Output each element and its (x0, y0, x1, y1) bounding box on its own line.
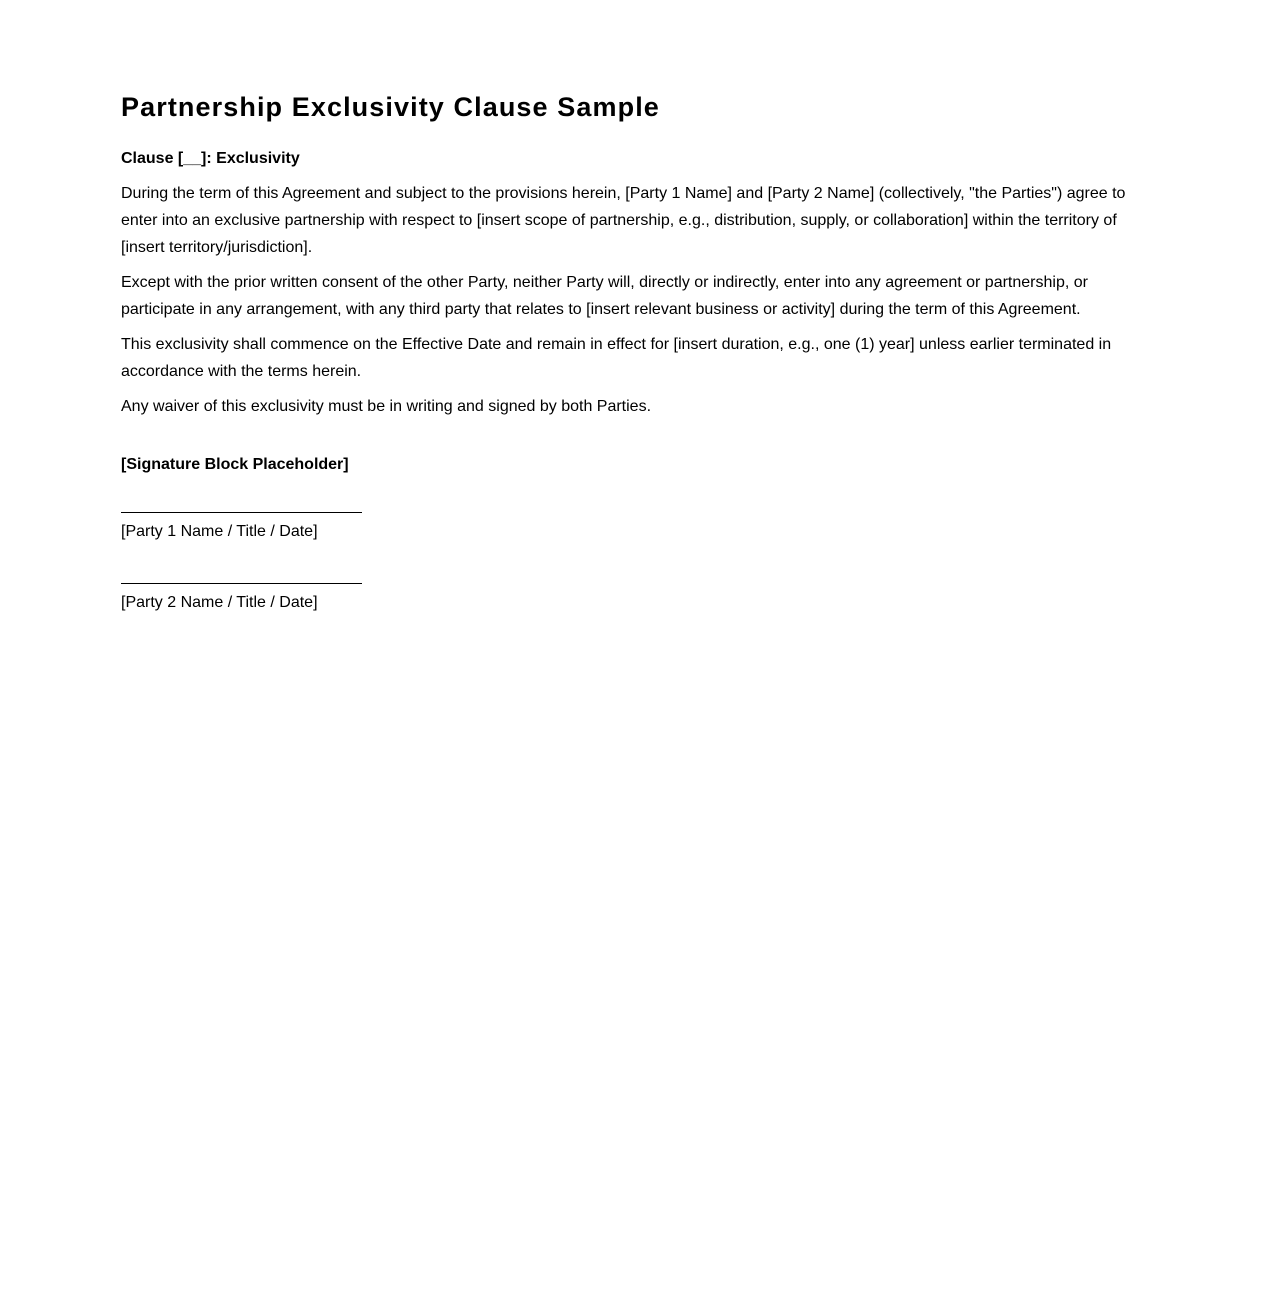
document-title: Partnership Exclusivity Clause Sample (121, 92, 660, 122)
document (121, 88, 1131, 614)
signature-line (121, 512, 362, 513)
signature-block-party-2 (121, 583, 1131, 614)
paragraph-restriction: Except with the prior written consent of the other Party, neither Party will, directly or indirectly, enter into any agreement or partnership, or participate in any arrangement, with any third party that relates to [insert relevant business or activity] during the term of this Agreement. (121, 274, 1088, 318)
paragraph-scope: During the term of this Agreement and subject to the provisions herein, [Party 1 Name] and [Party 2 Name] (collectively, "the Parties") agree to enter into an exclusive partnership with respect to [insert scope of partnership, e.g., distribution, supply, or collaboration] within the territory of [insert territory/jurisdiction]. (121, 185, 1126, 256)
paragraph-duration: This exclusivity shall commence on the Effective Date and remain in effect for [insert duration, e.g., one (1) year] unless earlier terminated in accordance with the terms herein. (121, 336, 1112, 380)
signature-line (121, 583, 362, 584)
paragraph-waiver: Any waiver of this exclusivity must be in writing and signed by both Parties. (121, 398, 652, 415)
signature-label: [Party 2 Name / Title / Date] (121, 594, 318, 611)
signature-block-party-1 (121, 512, 1131, 543)
signature-label: [Party 1 Name / Title / Date] (121, 523, 318, 540)
clause-heading: Clause [__]: Exclusivity (121, 150, 300, 167)
signature-heading: [Signature Block Placeholder] (121, 456, 349, 473)
